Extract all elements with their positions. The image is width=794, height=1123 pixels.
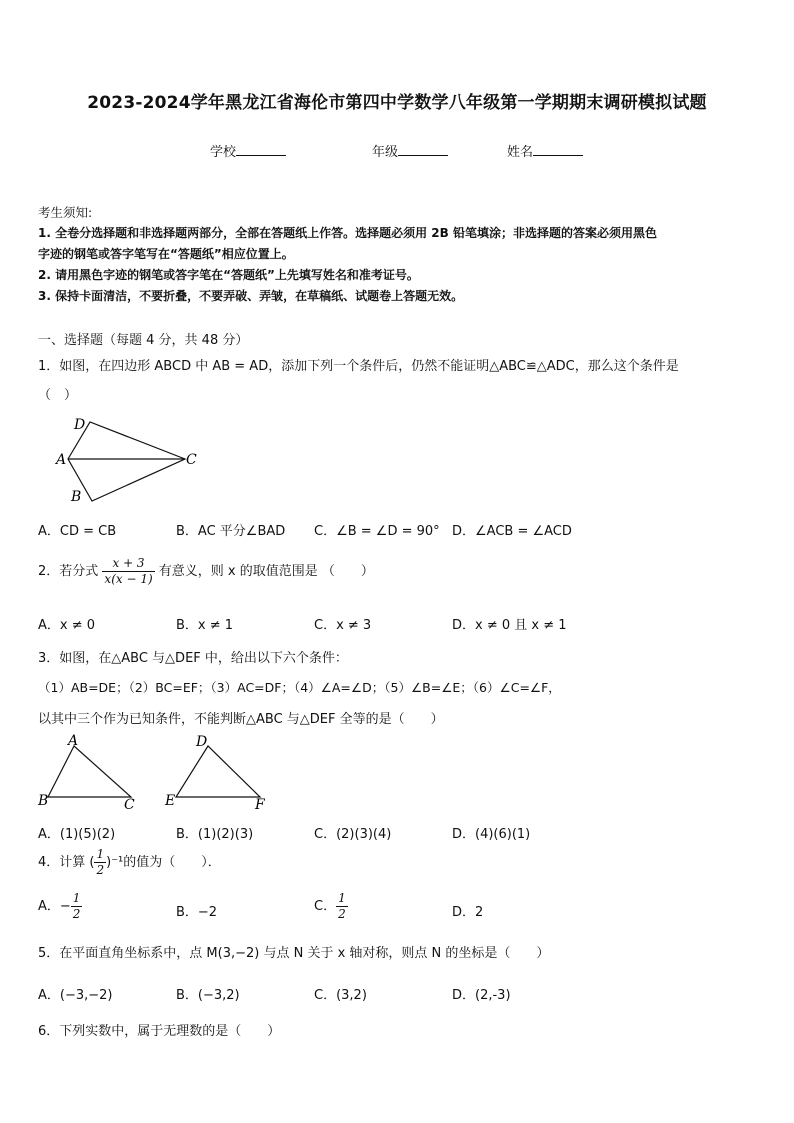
q4-option-a-sign: A．− [38,899,71,914]
q3-option-d[interactable]: D．(4)(6)(1) [452,827,531,842]
q4-fraction [94,847,106,878]
q1-option-b[interactable]: B．AC 平分∠BAD [176,524,286,539]
q3-option-b[interactable]: B．(1)(2)(3) [176,827,254,842]
school-field [210,141,286,160]
notice-line-2: 2. 请用黑色字迹的钢笔或答字笔在“答题纸”上先填写姓名和准考证号。 [38,268,419,282]
label-C: C [186,452,197,468]
grade-field [372,141,448,160]
school-label: 学校 [210,145,237,160]
q3-option-a[interactable]: A．(1)(5)(2) [38,827,116,842]
name-blank[interactable] [533,143,583,156]
school-blank[interactable] [236,143,286,156]
question-3-line-2: （1）AB=DE；（2）BC=EF；（3）AC=DF；（4）∠A=∠D；（5）∠B=∠E；（6）∠C=∠F， [38,680,561,695]
q5-option-a[interactable]: A．(−3,−2) [38,988,113,1003]
q5-option-d[interactable]: D．(2,-3) [452,988,511,1003]
q3-option-c[interactable]: C．(2)(3)(4) [314,827,392,842]
question-2 [38,556,374,587]
label-D: D [196,734,208,750]
q4-numerator: 1 [96,847,105,861]
q2-numerator: x + 3 [102,556,154,572]
notice-line-3: 3. 保持卡面清洁，不要折叠，不要弄破、弄皱，在草稿纸、试题卷上答题无效。 [38,289,464,303]
q4-option-b[interactable]: B．−2 [176,905,218,920]
q2-option-d[interactable]: D．x ≠ 0 且 x ≠ 1 [452,618,567,633]
q4-option-d[interactable]: D．2 [452,905,484,920]
question-1-text: 1．如图，在四边形 ABCD 中 AB = AD，添加下列一个条件后，仍然不能证明△ABC≌△ADC，那么这个条件是 [38,359,679,374]
question-4 [38,847,221,878]
q5-option-c[interactable]: C．(3,2) [314,988,367,1003]
q2-option-b[interactable]: B．x ≠ 1 [176,618,234,633]
q4-option-a-den: 2 [72,907,81,921]
q1-option-d[interactable]: D．∠ACB = ∠ACD [452,524,572,539]
q4-option-c-num: 1 [338,891,346,905]
q2-denominator: x(x − 1) [104,572,153,586]
notice-line-1: 1. 全卷分选择题和非选择题两部分，全部在答题纸上作答。选择题必须用 2B 铅笔填涂；非选择题的答案必须用黑色 [38,226,657,240]
grade-label: 年级 [372,145,399,160]
label-E: E [165,793,176,809]
q4-post: )⁻¹的值为（ ）． [106,855,221,870]
q1-option-a[interactable]: A．CD = CB [38,524,117,539]
notice-line-1b: 字迹的钢笔或答字笔写在“答题纸”相应位置上。 [38,247,294,261]
q2-pre: 2．若分式 [38,564,99,579]
page-title: 2023-2024学年黑龙江省海伦市第四中学数学八年级第一学期期末调研模拟试题 [87,93,707,113]
q4-denominator: 2 [96,863,105,877]
q4-option-a-num: 1 [72,891,81,905]
section-heading: 一、选择题（每题 4 分，共 48 分） [38,333,249,348]
q4-option-c-fraction [336,891,348,922]
q2-option-c[interactable]: C．x ≠ 3 [314,618,372,633]
name-field [507,141,583,160]
question-3-line-3: 以其中三个作为已知条件，不能判断△ABC 与△DEF 全等的是（ ） [38,712,444,727]
q4-option-c-label: C． [314,899,337,914]
label-B: B [38,793,49,809]
q1-option-c[interactable]: C．∠B = ∠D = 90° [314,524,440,539]
question-3-line-1: 3．如图，在△ABC 与△DEF 中，给出以下六个条件： [38,651,348,666]
label-D: D [74,417,86,433]
q4-pre: 4．计算 ( [38,855,95,870]
label-A: A [56,452,67,468]
q2-fraction [102,556,154,587]
label-C: C [124,797,135,813]
q4-option-a-fraction [71,891,83,922]
q4-option-c[interactable] [314,891,348,922]
question-6-text: 6．下列实数中，属于无理数的是（ ） [38,1024,281,1039]
q5-option-b[interactable]: B．(−3,2) [176,988,240,1003]
q4-option-a[interactable] [38,891,82,922]
q2-option-a[interactable]: A．x ≠ 0 [38,618,96,633]
q4-option-c-den: 2 [338,907,346,921]
grade-blank[interactable] [398,143,448,156]
question-1-paren: （ ） [38,388,78,403]
question-1-figure [50,412,210,507]
label-B: B [71,489,82,505]
label-A: A [68,733,79,749]
question-3-figure [36,733,296,813]
label-F: F [255,797,265,813]
name-label: 姓名 [507,145,534,160]
q2-post: 有意义，则 x 的取值范围是 （ ） [158,564,374,579]
question-5-text: 5．在平面直角坐标系中，点 M(3,−2) 与点 N 关于 x 轴对称，则点 N 的坐标是（ ） [38,946,550,961]
notice-heading: 考生须知: [38,205,93,220]
